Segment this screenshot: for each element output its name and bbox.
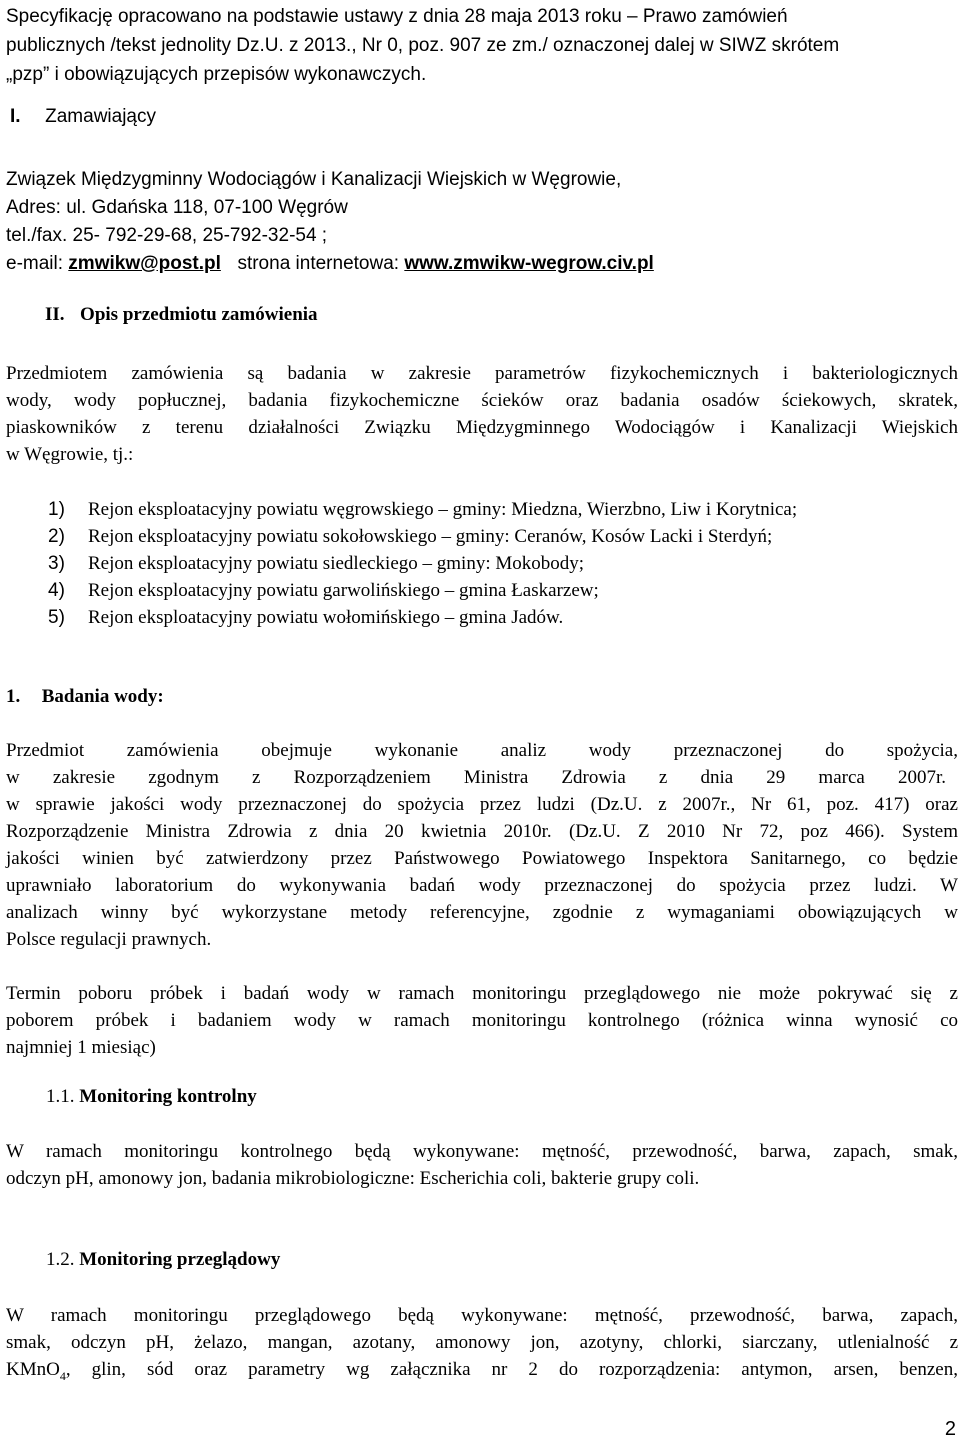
section-title: Opis przedmiotu zamówienia: [80, 304, 318, 325]
page-number: 2: [944, 1418, 956, 1440]
website-link[interactable]: www.zmwikw-wegrow.civ.pl: [404, 253, 654, 274]
paragraph-line: Przedmiot zamówienia obejmuje wykonanie analiz wody przeznaczonej do spożycia,: [6, 740, 958, 761]
paragraph-line: uprawniało laboratorium do wykonywania badań wody przeznaczonej do spożycia przez ludzi. W: [6, 875, 958, 896]
paragraph-line: Przedmiotem zamówienia są badania w zakresie parametrów fizykochemicznych i bakteriologicznych: [6, 363, 958, 384]
subsection-title: Monitoring kontrolny: [79, 1086, 257, 1107]
phone-fax: tel./fax. 25- 792-29-68, 25-792-32-54 ;: [6, 225, 328, 246]
paragraph-line: w sprawie jakości wody przeznaczonej do spożycia przez ludzi (Dz.U. z 2007r., Nr 61, poz. 417) oraz: [6, 794, 958, 815]
email-website-line: [6, 250, 958, 278]
paragraph-line: W ramach monitoringu przeglądowego będą wykonywane: mętność, przewodność, barwa, zapach,: [6, 1305, 958, 1326]
section-heading-badania: [6, 686, 958, 708]
section-title: Badania wody:: [41, 686, 164, 707]
subsection-number: 1.1.: [46, 1086, 75, 1107]
list-item: 4) Rejon eksploatacyjny powiatu garwolińskiego – gmina Łaskarzew;: [48, 580, 599, 601]
subsection-title: Monitoring przeglądowy: [79, 1249, 281, 1270]
intro-paragraph: [6, 2, 958, 89]
badania-paragraph-1: [6, 737, 958, 953]
przegladowy-paragraph: [6, 1302, 958, 1390]
badania-paragraph-2: [6, 980, 958, 1061]
paragraph-line: Termin poboru próbek i badań wody w ramach monitoringu przeglądowego nie może pokrywać się z: [6, 983, 958, 1004]
website-label: strona internetowa:: [237, 253, 400, 274]
rejony-list: [6, 496, 958, 631]
section-title: Zamawiający: [45, 106, 156, 127]
paragraph-line: KMnO$_4$, glin, sód oraz parametry wg załącznika nr 2 do rozporządzenia: antymon, arsen, benzen,: [6, 1359, 958, 1383]
list-item: 1) Rejon eksploatacyjny powiatu węgrowskiego – gminy: Miedzna, Wierzbno, Liw i Korytnica;: [48, 499, 798, 520]
paragraph-line: piaskowników z terenu działalności Związku Międzygminnego Wodociągów i Kanalizacji Wiejskich: [6, 417, 958, 438]
paragraph-line: wody, wody popłucznej, badania fizykochemiczne ścieków oraz badania osadów ściekowych, skratek,: [6, 390, 958, 411]
intro-line: Specyfikację opracowano na podstawie ustawy z dnia 28 maja 2013 roku – Prawo zamówień: [6, 6, 788, 27]
subsection-heading-przegladowy: [46, 1249, 960, 1271]
section-heading-opis: [45, 304, 960, 326]
organization-name: Związek Międzygminny Wodociągów i Kanalizacji Wiejskich w Węgrowie,: [6, 169, 622, 190]
intro-line: publicznych /tekst jednolity Dz.U. z 2013., Nr 0, poz. 907 ze zm./ oznaczonej dalej w SIWZ skrótem: [6, 35, 840, 56]
paragraph-line: Polsce regulacji prawnych.: [6, 929, 212, 950]
paragraph-line: smak, odczyn pH, żelazo, mangan, azotany, amonowy jon, azotyny, chlorki, siarczany, utlenialność z: [6, 1332, 958, 1353]
subsection-heading-kontrolny: [46, 1086, 960, 1108]
subsection-number: 1.2.: [46, 1249, 75, 1270]
paragraph-line: poborem próbek i badaniem wody w ramach monitoringu kontrolnego (różnica winna wynosić co: [6, 1010, 958, 1031]
section-number: II.: [45, 304, 65, 325]
intro-line: „pzp” i obowiązujących przepisów wykonawczych.: [6, 64, 427, 85]
paragraph-line: w Węgrowie, tj.:: [6, 444, 134, 465]
section-heading-zamawiajacy: [10, 106, 960, 128]
paragraph-line: odczyn pH, amonowy jon, badania mikrobiologiczne: Escherichia coli, bakterie grupy coli.: [6, 1168, 700, 1189]
paragraph-line: W ramach monitoringu kontrolnego będą wykonywane: mętność, przewodność, barwa, zapach, smak,: [6, 1141, 958, 1162]
email-label: e-mail:: [6, 253, 64, 274]
section-number: 1.: [6, 686, 21, 707]
paragraph-line: analizach winny być wykorzystane metody referencyjne, zgodnie z wymaganiami obowiązujących w: [6, 902, 958, 923]
list-item: 5) Rejon eksploatacyjny powiatu wołomińskiego – gmina Jadów.: [48, 607, 564, 628]
list-item: 3) Rejon eksploatacyjny powiatu siedleckiego – gminy: Mokobody;: [48, 553, 585, 574]
list-item: 2) Rejon eksploatacyjny powiatu sokołowskiego – gminy: Ceranów, Kosów Lacki i Sterdyń;: [48, 526, 773, 547]
contact-block: [6, 166, 958, 278]
paragraph-line: jakości winien być zatwierdzony przez Państwowego Powiatowego Inspektora Sanitarnego, co będzie: [6, 848, 958, 869]
address: Adres: ul. Gdańska 118, 07-100 Węgrów: [6, 197, 348, 218]
paragraph-line: w zakresie zgodnym z Rozporządzeniem Ministra Zdrowia z dnia 29 marca 2007r.: [6, 767, 946, 788]
opis-paragraph: [6, 360, 958, 468]
kontrolny-paragraph: [6, 1138, 958, 1192]
email-link[interactable]: zmwikw@post.pl: [68, 253, 221, 274]
paragraph-line: Rozporządzenie Ministra Zdrowia z dnia 20 kwietnia 2010r. (Dz.U. Z 2010 Nr 72, poz 466). System: [6, 821, 958, 842]
section-number: I.: [10, 106, 21, 127]
paragraph-line: najmniej 1 miesiąc): [6, 1037, 156, 1058]
